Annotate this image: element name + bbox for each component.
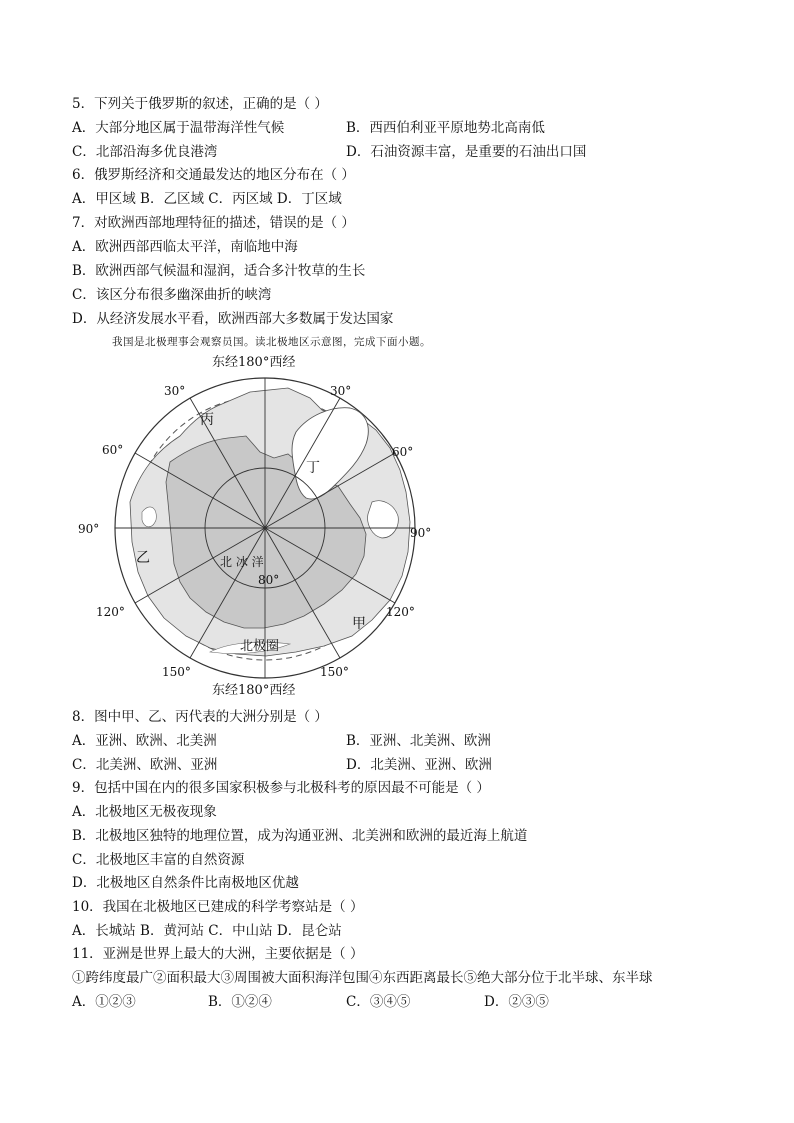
q11-option-d: D．②③⑤ (484, 994, 549, 1010)
label-yi: 乙 (136, 550, 150, 566)
q11-option-c: C．③④⑤ (346, 994, 411, 1010)
q6-options: A．甲区域 B．乙区域 C．丙区域 D．丁区域 (72, 191, 342, 207)
q8-option-a: A．亚洲、欧洲、北美洲 (72, 733, 217, 749)
q5-option-b: B．西西伯利亚平原地势北高南低 (346, 120, 545, 136)
q11-option-b: B．①②④ (208, 994, 272, 1010)
q9-option-c: C．北极地区丰富的自然资源 (72, 852, 245, 868)
q9-option-a: A．北极地区无极夜现象 (72, 804, 217, 820)
q7-option-c: C．该区分布很多幽深曲折的峡湾 (72, 287, 272, 303)
q6-stem: 6．俄罗斯经济和交通最发达的地区分布在（ ） (72, 167, 355, 183)
label-bing: 丙 (200, 412, 214, 428)
deg-30-left: 30° (164, 384, 186, 398)
arctic-map (60, 352, 440, 700)
lat-80-label: 80° (258, 573, 280, 587)
q11-option-a: A．①②③ (72, 994, 136, 1010)
q8-option-d: D．北美洲、亚洲、欧洲 (346, 757, 492, 773)
q11-items: ①跨纬度最广②面积最大③周围被大面积海洋包围④东西距离最长⑤绝大部分位于北半球、东半球 (72, 970, 653, 986)
q9-option-b: B．北极地区独特的地理位置，成为沟通亚洲、北美洲和欧洲的最近海上航道 (72, 828, 528, 844)
deg-120-left: 120° (96, 605, 125, 619)
q7-option-a: A．欧洲西部西临太平洋，南临地中海 (72, 239, 298, 255)
deg-90-right: 90° (410, 526, 432, 540)
q7-stem: 7．对欧洲西部地理特征的描述，错误的是（ ） (72, 215, 355, 231)
deg-120-right: 120° (386, 605, 415, 619)
q8-option-c: C．北美洲、欧洲、亚洲 (72, 757, 218, 773)
deg-30-right: 30° (330, 384, 352, 398)
q8-stem: 8．图中甲、乙、丙代表的大洲分别是（ ） (72, 709, 328, 725)
q7-option-d: D．从经济发展水平看，欧洲西部大多数属于发达国家 (72, 311, 394, 327)
q10-stem: 10．我国在北极地区已建成的科学考察站是（ ） (72, 899, 364, 915)
label-ding: 丁 (306, 460, 320, 476)
q8-option-b: B．亚洲、北美洲、欧洲 (346, 733, 491, 749)
q5-option-d: D．石油资源丰富，是重要的石油出口国 (346, 144, 587, 160)
map-intro: 我国是北极理事会观察员国。读北极地区示意图，完成下面小题。 (112, 336, 431, 348)
q11-stem: 11．亚洲是世界上最大的大洲，主要依据是（ ） (72, 946, 364, 962)
q10-options: A．长城站 B．黄河站 C．中山站 D．昆仑站 (72, 923, 342, 939)
deg-150-left: 150° (162, 665, 191, 679)
q9-option-d: D．北极地区自然条件比南极地区优越 (72, 875, 299, 891)
deg-60-right: 60° (392, 445, 414, 459)
ocean-label: 北 冰 洋 (220, 555, 264, 569)
bottom-longitude-label: 东经180°西经 (212, 683, 296, 698)
q9-stem: 9．包括中国在内的很多国家积极参与北极科考的原因最不可能是（ ） (72, 780, 490, 796)
q5-option-a: A．大部分地区属于温带海洋性气候 (72, 120, 285, 136)
q5-option-c: C．北部沿海多优良港湾 (72, 144, 218, 160)
top-longitude-label: 东经180°西经 (212, 355, 296, 370)
q7-option-b: B．欧洲西部气候温和湿润，适合多汁牧草的生长 (72, 263, 366, 279)
label-jia: 甲 (352, 616, 366, 632)
deg-90-left: 90° (78, 522, 100, 536)
arctic-circle-label: 北极圈 (240, 639, 280, 654)
deg-60-left: 60° (102, 443, 124, 457)
deg-150-right: 150° (320, 665, 349, 679)
q5-stem: 5．下列关于俄罗斯的叙述，正确的是（ ） (72, 96, 328, 112)
